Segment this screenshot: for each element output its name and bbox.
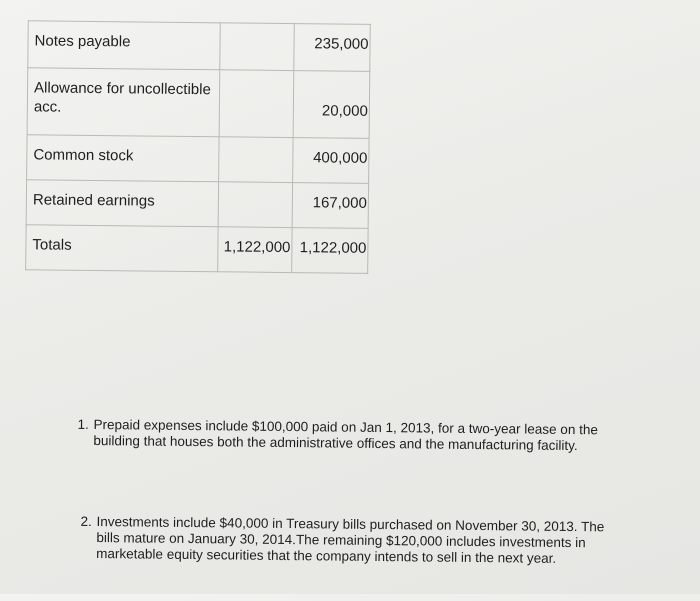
debit-amount: [219, 137, 292, 148]
note-text: Prepaid expenses include $100,000 paid on Jan 1, 2013, for a two-year lease on the building that houses both the administrative offices and the manufacturing facility.: [93, 417, 598, 454]
account-label: Notes payable: [34, 32, 131, 51]
account-cell: [26, 180, 218, 227]
note-number: 1.: [77, 416, 89, 432]
account-label: Retained earnings: [32, 191, 155, 210]
account-label: Allowance for uncollectible acc.: [33, 79, 211, 116]
table-row: [27, 135, 369, 184]
table-row: [26, 180, 368, 229]
credit-amount: 167,000: [312, 194, 367, 212]
credit-amount: 400,000: [313, 149, 368, 167]
table-row: [28, 21, 370, 72]
credit-cell: [293, 71, 370, 139]
debit-amount: [221, 23, 294, 34]
debit-cell: [218, 227, 292, 273]
credit-cell: [294, 24, 370, 72]
account-cell: [28, 21, 220, 70]
debit-cell: [219, 137, 293, 183]
trial-balance-table: [25, 20, 371, 274]
note-item: [80, 514, 625, 568]
debit-amount: [220, 70, 293, 101]
account-cell: [27, 135, 219, 182]
debit-total: 1,122,000: [223, 238, 291, 257]
note-number: 2.: [80, 513, 92, 529]
credit-cell: [292, 183, 368, 229]
table-row: [27, 68, 370, 139]
debit-cell: [220, 23, 294, 71]
totals-label: Totals: [32, 236, 72, 254]
debit-cell: [219, 70, 294, 138]
account-label: Common stock: [33, 146, 134, 165]
debit-cell: [218, 182, 292, 228]
credit-amount: 20,000: [321, 102, 368, 120]
totals-row: [26, 225, 368, 274]
account-cell: [26, 225, 218, 272]
credit-total: 1,122,000: [299, 239, 367, 257]
credit-cell: [292, 228, 368, 274]
account-cell: [27, 68, 220, 137]
debit-amount: [219, 182, 292, 193]
note-text: Investments include $40,000 in Treasury bills purchased on November 30, 2013. The bills mature on January 30, 2014.The remaining $120,000 includes investments in marketable equity securities that the company intends to sell in the next year.: [96, 514, 605, 566]
note-item: [77, 417, 622, 455]
credit-amount: 235,000: [314, 35, 369, 53]
credit-cell: [293, 138, 369, 184]
